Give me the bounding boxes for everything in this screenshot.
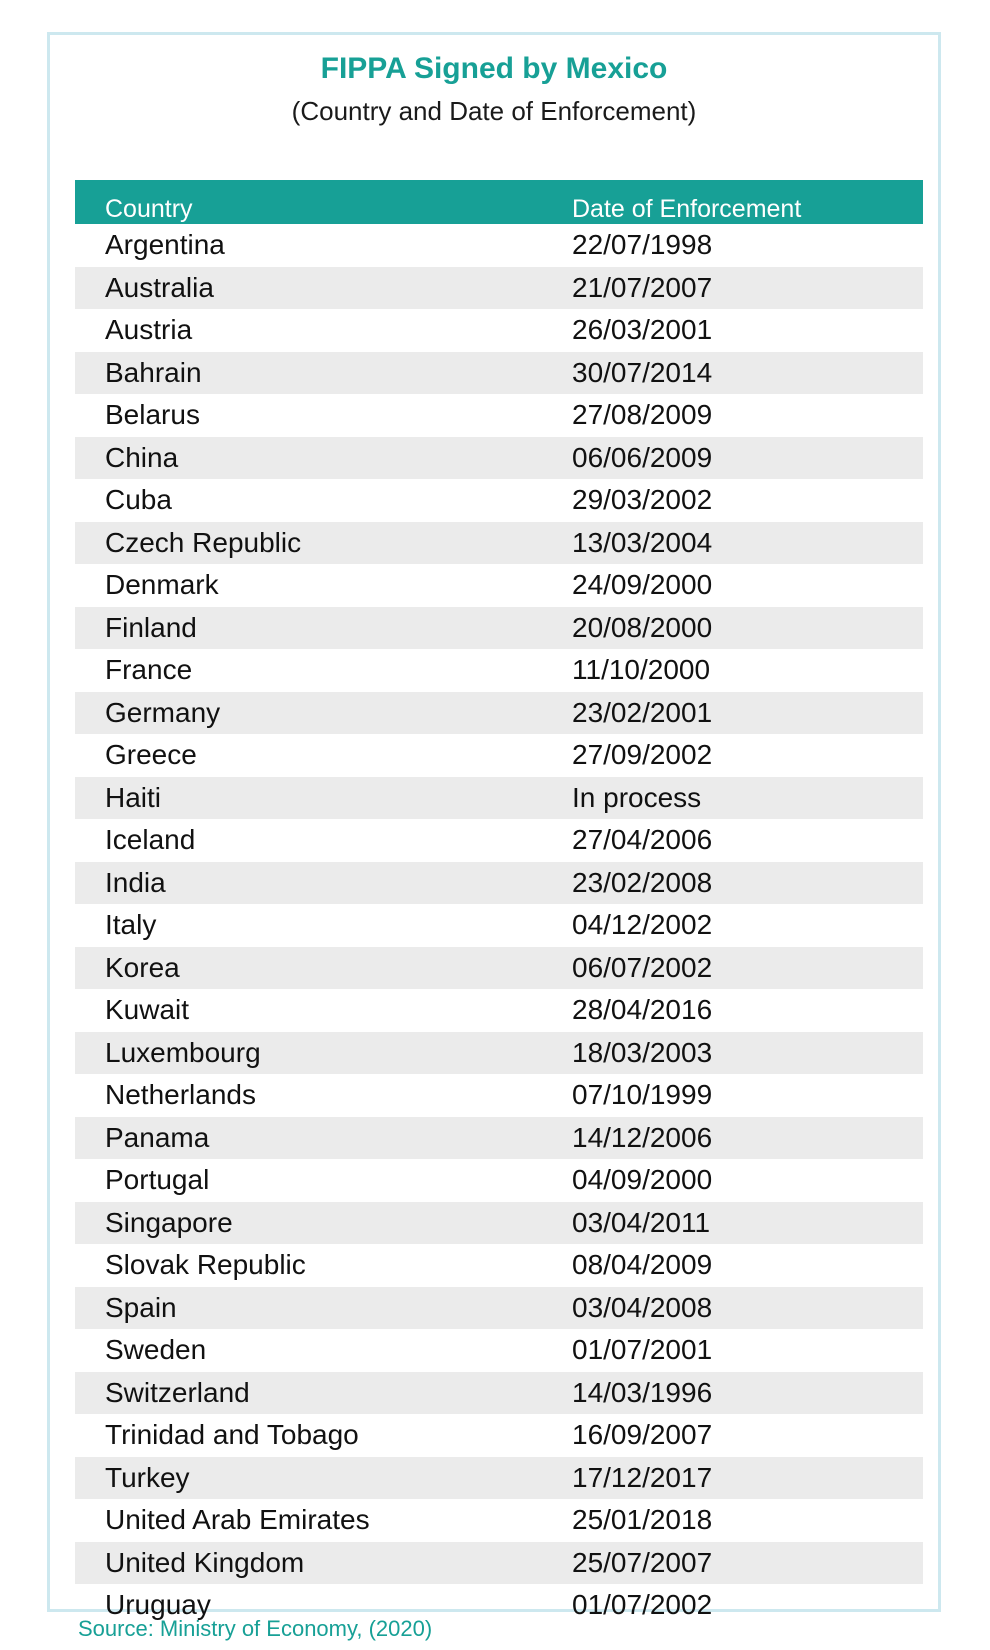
table-row — [75, 1287, 923, 1330]
date-cell: 28/04/2016 — [572, 994, 713, 1026]
country-cell: Austria — [105, 314, 193, 346]
table-row — [75, 734, 923, 777]
date-cell: 07/10/1999 — [572, 1079, 713, 1111]
table-row — [75, 692, 923, 735]
date-cell: 25/07/2007 — [572, 1546, 713, 1578]
date-cell: 11/10/2000 — [572, 654, 711, 686]
date-cell: 27/04/2006 — [572, 824, 713, 856]
header-date: Date of Enforcement — [572, 195, 802, 223]
table-row — [75, 1244, 923, 1287]
country-cell: Spain — [105, 1291, 177, 1323]
date-cell: 20/08/2000 — [572, 611, 713, 643]
date-cell: 04/12/2002 — [572, 909, 713, 941]
page-title: FIPPA Signed by Mexico — [320, 52, 668, 85]
country-cell: Slovak Republic — [105, 1249, 306, 1281]
table-row — [75, 1499, 923, 1542]
page-subtitle: (Country and Date of Enforcement) — [291, 96, 697, 126]
date-cell: 27/08/2009 — [572, 399, 713, 431]
country-cell: Netherlands — [105, 1079, 256, 1111]
table-row — [75, 437, 923, 480]
fippa-table — [75, 180, 923, 1627]
table-row — [75, 522, 923, 565]
header-date-cell — [570, 195, 923, 224]
country-cell: United Kingdom — [105, 1546, 305, 1578]
table-row — [75, 1414, 923, 1457]
date-cell: 24/09/2000 — [572, 569, 713, 601]
country-cell: Luxembourg — [105, 1036, 261, 1068]
country-cell: Portugal — [105, 1164, 210, 1196]
country-cell: Czech Republic — [105, 526, 302, 558]
table-row — [75, 947, 923, 990]
country-cell: Argentina — [105, 229, 225, 261]
country-cell: India — [105, 866, 166, 898]
date-cell: 30/07/2014 — [572, 356, 713, 388]
country-cell: Bahrain — [105, 356, 202, 388]
date-cell: 03/04/2008 — [572, 1291, 713, 1323]
country-cell: Turkey — [105, 1461, 190, 1493]
date-cell: 08/04/2009 — [572, 1249, 713, 1281]
table-row — [75, 224, 923, 267]
country-cell: Sweden — [105, 1334, 207, 1366]
date-cell: 06/06/2009 — [572, 441, 713, 473]
date-cell: 26/03/2001 — [572, 314, 713, 346]
source-note: Source: Ministry of Economy, (2020) — [78, 1616, 433, 1641]
table-row — [75, 564, 923, 607]
country-cell: Switzerland — [105, 1376, 250, 1408]
table-row — [75, 1074, 923, 1117]
table-row — [75, 904, 923, 947]
date-cell: 25/01/2018 — [572, 1504, 713, 1536]
country-cell: Germany — [105, 696, 221, 728]
date-cell: 04/09/2000 — [572, 1164, 713, 1196]
country-cell: Cuba — [105, 484, 172, 516]
table-row — [75, 1159, 923, 1202]
country-cell: Panama — [105, 1121, 210, 1153]
date-cell: 06/07/2002 — [572, 951, 713, 983]
date-cell: 18/03/2003 — [572, 1036, 713, 1068]
country-cell: Uruguay — [105, 1589, 211, 1621]
country-cell: Greece — [105, 739, 197, 771]
header-country-cell — [75, 195, 570, 224]
date-cell: 14/03/1996 — [572, 1376, 713, 1408]
table-header — [75, 180, 923, 224]
country-cell: Belarus — [105, 399, 200, 431]
table-row — [75, 1457, 923, 1500]
country-cell: Singapore — [105, 1206, 233, 1238]
country-cell: Iceland — [105, 824, 196, 856]
date-cell: 29/03/2002 — [572, 484, 713, 516]
country-cell: Finland — [105, 611, 197, 643]
date-cell: 27/09/2002 — [572, 739, 713, 771]
table-row — [75, 777, 923, 820]
table-row — [75, 989, 923, 1032]
country-cell: Trinidad and Tobago — [105, 1419, 359, 1451]
header-country: Country — [105, 195, 193, 223]
table-body — [75, 224, 923, 1627]
table-row — [75, 1372, 923, 1415]
table-row — [75, 1202, 923, 1245]
date-cell: 16/09/2007 — [572, 1419, 713, 1451]
table-row — [75, 1032, 923, 1075]
table-row — [75, 309, 923, 352]
country-cell: Australia — [105, 271, 214, 303]
country-cell: Italy — [105, 909, 157, 941]
date-cell: 22/07/1998 — [572, 229, 713, 261]
country-cell: France — [105, 654, 193, 686]
country-cell: United Arab Emirates — [105, 1504, 370, 1536]
table-row — [75, 267, 923, 310]
country-cell: Korea — [105, 951, 180, 983]
date-cell: In process — [572, 781, 702, 813]
table-row — [75, 607, 923, 650]
table-row — [75, 819, 923, 862]
country-cell: Kuwait — [105, 994, 190, 1026]
table-row — [75, 1329, 923, 1372]
date-cell: 14/12/2006 — [572, 1121, 713, 1153]
country-cell: Denmark — [105, 569, 219, 601]
table-row — [75, 1542, 923, 1585]
table-row — [75, 394, 923, 437]
table-row — [75, 1117, 923, 1160]
table-row — [75, 649, 923, 692]
date-cell: 03/04/2011 — [572, 1206, 711, 1238]
date-cell: 21/07/2007 — [572, 271, 713, 303]
date-cell: 23/02/2008 — [572, 866, 713, 898]
date-cell: 01/07/2001 — [572, 1334, 713, 1366]
date-cell: 17/12/2017 — [572, 1461, 713, 1493]
date-cell: 01/07/2002 — [572, 1589, 713, 1621]
table-row — [75, 479, 923, 522]
country-cell: Haiti — [105, 781, 162, 813]
country-cell: China — [105, 441, 179, 473]
table-row — [75, 352, 923, 395]
date-cell: 23/02/2001 — [572, 696, 713, 728]
date-cell: 13/03/2004 — [572, 526, 713, 558]
table-row — [75, 862, 923, 905]
